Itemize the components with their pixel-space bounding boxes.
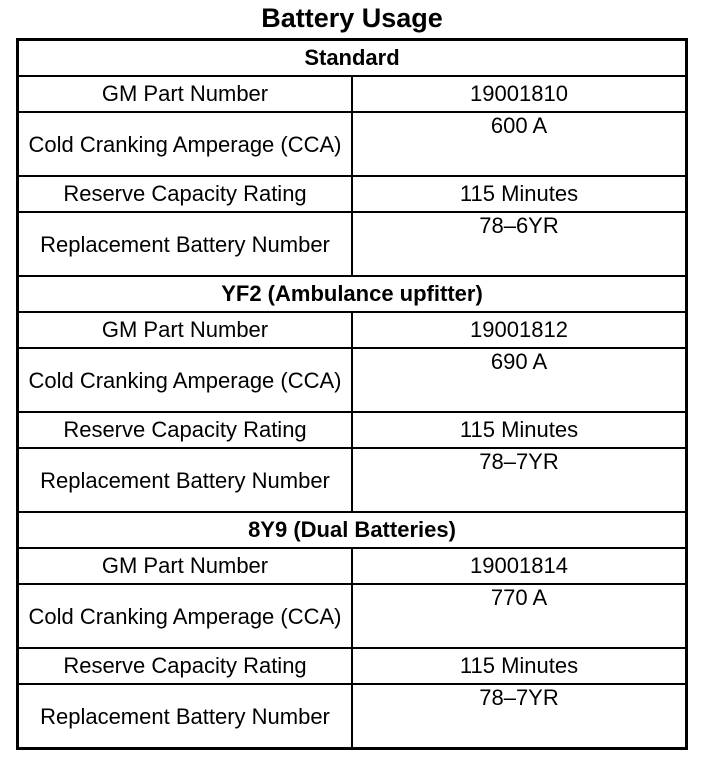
row-label: Cold Cranking Amperage (CCA) <box>18 112 353 176</box>
section-header-row <box>18 512 687 548</box>
row-label: GM Part Number <box>18 76 353 112</box>
table-row <box>18 448 687 512</box>
table-row <box>18 548 687 584</box>
row-value: 115 Minutes <box>352 412 687 448</box>
row-label: Cold Cranking Amperage (CCA) <box>18 348 353 412</box>
section-header-row <box>18 276 687 312</box>
row-value: 78–7YR <box>352 684 687 749</box>
row-label: Cold Cranking Amperage (CCA) <box>18 584 353 648</box>
row-label: GM Part Number <box>18 548 353 584</box>
row-value: 600 A <box>352 112 687 176</box>
table-row <box>18 112 687 176</box>
table-row <box>18 684 687 749</box>
row-value: 78–6YR <box>352 212 687 276</box>
table-row <box>18 212 687 276</box>
row-label: Replacement Battery Number <box>18 212 353 276</box>
row-value: 115 Minutes <box>352 648 687 684</box>
row-label: Reserve Capacity Rating <box>18 176 353 212</box>
row-value: 690 A <box>352 348 687 412</box>
row-value: 19001814 <box>352 548 687 584</box>
row-value: 78–7YR <box>352 448 687 512</box>
row-value: 19001810 <box>352 76 687 112</box>
page-title: Battery Usage <box>261 3 443 33</box>
row-value: 770 A <box>352 584 687 648</box>
row-label: GM Part Number <box>18 312 353 348</box>
table-row <box>18 76 687 112</box>
row-value: 19001812 <box>352 312 687 348</box>
row-label: Replacement Battery Number <box>18 684 353 749</box>
battery-usage-table <box>16 38 688 750</box>
table-row <box>18 412 687 448</box>
section-heading: YF2 (Ambulance upfitter) <box>18 276 687 312</box>
row-label: Reserve Capacity Rating <box>18 648 353 684</box>
section-header-row <box>18 40 687 77</box>
section-heading: 8Y9 (Dual Batteries) <box>18 512 687 548</box>
table-row <box>18 176 687 212</box>
table-row <box>18 312 687 348</box>
table-row <box>18 648 687 684</box>
row-label: Replacement Battery Number <box>18 448 353 512</box>
row-label: Reserve Capacity Rating <box>18 412 353 448</box>
section-heading: Standard <box>18 40 687 77</box>
table-row <box>18 348 687 412</box>
table-row <box>18 584 687 648</box>
row-value: 115 Minutes <box>352 176 687 212</box>
